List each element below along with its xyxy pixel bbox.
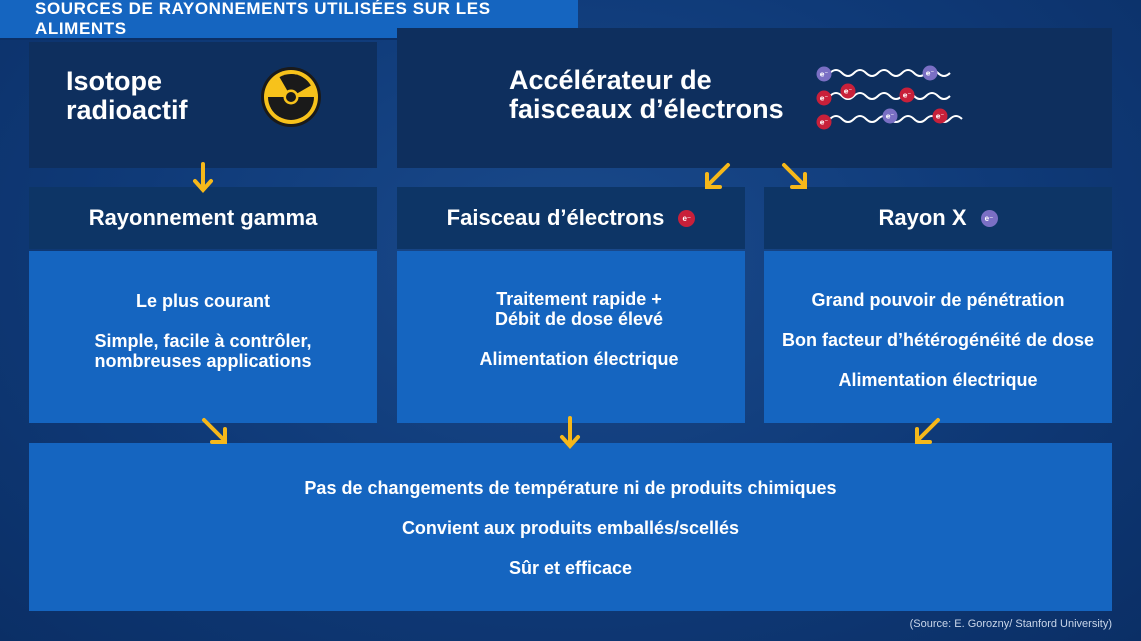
xray-panel — [764, 251, 1112, 423]
electron-label: e⁻ — [819, 118, 829, 127]
electron-label: e⁻ — [885, 112, 895, 121]
feature-line: Alimentation électrique — [838, 370, 1038, 390]
electron-label: e⁻ — [935, 112, 945, 121]
electron-beams-icon — [812, 58, 982, 138]
feature-line: Grand pouvoir de pénétration — [811, 290, 1065, 310]
arrow-down-right-icon — [198, 415, 232, 449]
xray-title: Rayon X — [878, 205, 967, 230]
arrow-down-right-icon — [778, 160, 812, 194]
feature-line: Simple, facile à contrôler, — [94, 331, 312, 351]
feature-line: Alimentation électrique — [479, 349, 679, 369]
feature-line: Débit de dose élevé — [494, 309, 664, 329]
electron-beam-features — [397, 289, 761, 369]
feature-line: Traitement rapide + — [496, 289, 662, 309]
electron-beam-header — [397, 187, 745, 249]
xray-header — [764, 187, 1112, 249]
feature-line: nombreuses applications — [94, 351, 312, 371]
electron-label: e⁻ — [819, 70, 829, 79]
electron-purple-icon: e⁻ — [981, 210, 998, 227]
electron-label: e⁻ — [843, 87, 853, 96]
isotope-title: Isotope radioactif — [66, 66, 188, 125]
benefits-list — [29, 478, 1112, 578]
accelerator-title: Accélérateur de faisceaux d’électrons — [509, 65, 784, 124]
benefits-panel — [29, 443, 1112, 611]
electron-beam-panel — [397, 251, 745, 423]
electron-label: e⁻ — [925, 69, 935, 78]
gamma-header — [29, 187, 377, 249]
isotope-source-box — [29, 42, 377, 168]
electron-label: e⁻ — [902, 91, 912, 100]
electron-beam-title: Faisceau d’électrons — [446, 205, 665, 230]
xray-features — [764, 290, 1112, 390]
source-note: (Source: E. Gorozny/ Stanford University) — [909, 618, 1112, 630]
benefit-line: Sûr et efficace — [508, 558, 633, 578]
feature-line: Le plus courant — [135, 291, 270, 311]
radioactive-icon — [260, 66, 322, 128]
arrow-down-left-icon — [700, 160, 734, 194]
electron-label: e⁻ — [819, 94, 829, 103]
arrow-down-icon — [555, 414, 585, 452]
benefit-line: Pas de changements de température ni de produits chimiques — [304, 478, 837, 498]
accelerator-source-box — [397, 28, 1112, 168]
benefit-line: Convient aux produits emballés/scellés — [401, 518, 740, 538]
page-banner: SOURCES DE RAYONNEMENTS UTILISÉES SUR LES ALIMENTS — [0, 0, 578, 40]
arrow-down-left-icon — [910, 415, 944, 449]
gamma-features — [29, 291, 377, 371]
gamma-title: Rayonnement gamma — [88, 205, 318, 230]
feature-line: Bon facteur d’hétérogénéité de dose — [781, 330, 1095, 350]
arrow-down-icon — [188, 160, 218, 196]
electron-red-icon: e⁻ — [678, 210, 695, 227]
gamma-panel — [29, 251, 377, 423]
